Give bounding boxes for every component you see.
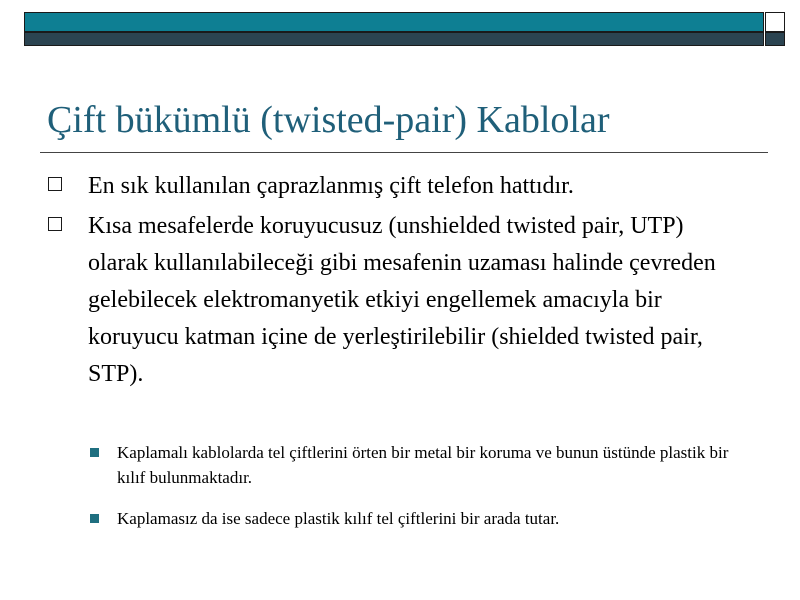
bullet-text: Kısa mesafelerde koruyucusuz (unshielded twisted pair, UTP) olarak kullanılabileceği gibi mesafenin uzaması halinde çevreden gelebilecek elektromanyetik etkiyi engellemek amacıyla bir koruyucu katman içine de yerleştirilebilir (shielded twisted pair, STP). [88,213,716,387]
bullet-list [48,168,748,396]
sub-bullet-list [90,440,730,547]
title-divider [40,152,768,153]
header-corner-box-dark [765,32,785,46]
filled-square-bullet-icon [90,448,99,457]
sub-bullet-item [90,440,730,490]
bullet-item [48,168,748,205]
bullet-item [48,208,748,393]
filled-square-bullet-icon [90,514,99,523]
header-band-dark [24,32,764,46]
slide-title: Çift bükümlü (twisted-pair) Kablolar [47,99,610,141]
hollow-square-bullet-icon [48,217,62,231]
hollow-square-bullet-icon [48,177,62,191]
header-band-teal [24,12,764,32]
bullet-text: En sık kullanılan çaprazlanmış çift telefon hattıdır. [88,173,574,199]
sub-bullet-item [90,506,730,531]
sub-bullet-text: Kaplamalı kablolarda tel çiftlerini örten bir metal bir koruma ve bunun üstünde plastik bir kılıf bulunmaktadır. [117,443,729,487]
sub-bullet-text: Kaplamasız da ise sadece plastik kılıf tel çiftlerini bir arada tutar. [117,509,560,528]
header-corner-box [765,12,785,32]
